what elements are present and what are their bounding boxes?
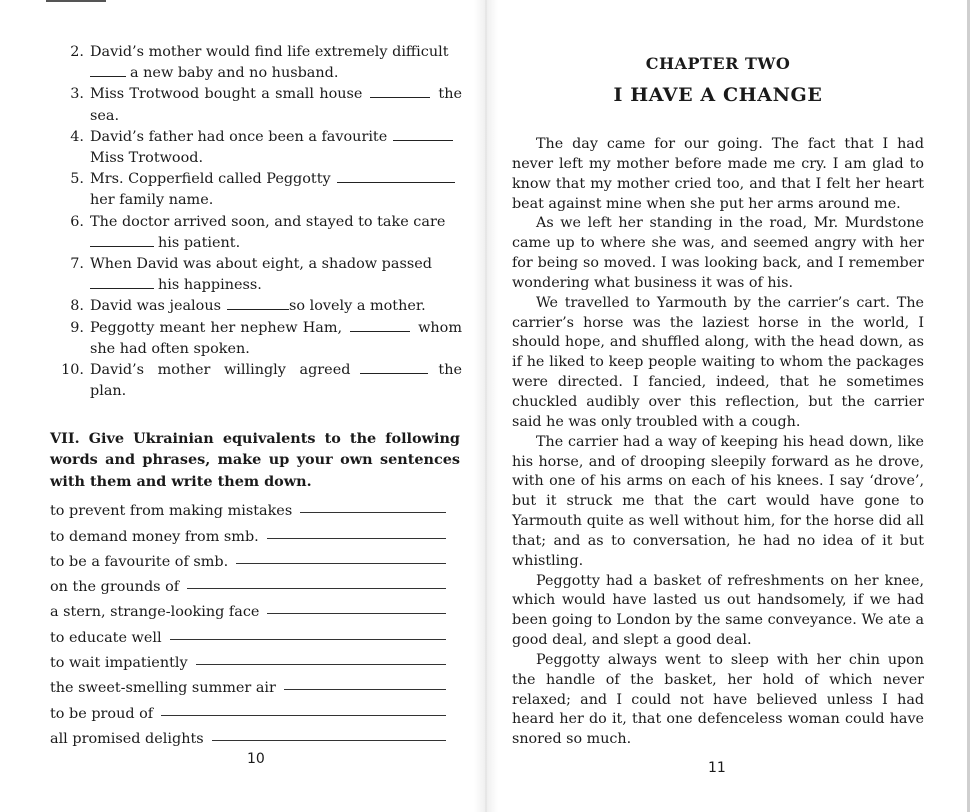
answer-line bbox=[284, 689, 446, 690]
item-text: David’s mother willingly agreed the plan. bbox=[90, 362, 462, 400]
phrase-text: to wait impatiently bbox=[50, 655, 188, 672]
answer-line bbox=[161, 715, 446, 716]
phrase-row bbox=[50, 519, 446, 544]
answer-blank bbox=[90, 234, 154, 247]
answer-line bbox=[267, 538, 446, 539]
phrase-row bbox=[50, 646, 446, 671]
item-number: 10. bbox=[61, 362, 84, 379]
answer-line bbox=[196, 664, 446, 665]
list-item bbox=[50, 296, 462, 317]
item-text: Mrs. Copperfield called Peggotty her family name. bbox=[90, 169, 462, 211]
phrase-text: a stern, strange-looking face bbox=[50, 604, 260, 621]
item-number: 8. bbox=[70, 298, 84, 315]
answer-line bbox=[236, 563, 446, 564]
answer-line bbox=[267, 613, 446, 614]
paragraph: As we left her standing in the road, Mr. Murdstone came up to where she was, and seemed angry with her for being so moved. I was looking back, and I remember wondering what business it was of his. bbox=[512, 215, 924, 291]
phrase-text: to be a favourite of smb. bbox=[50, 553, 229, 570]
phrase-row bbox=[50, 620, 446, 645]
item-text: David was jealous so lovely a mother. bbox=[90, 298, 426, 315]
chapter-body bbox=[512, 135, 924, 750]
item-number: 9. bbox=[70, 319, 84, 336]
fill-in-list bbox=[50, 42, 462, 402]
item-number: 6. bbox=[70, 213, 84, 230]
item-number: 5. bbox=[70, 171, 84, 188]
item-text: When David was about eight, a shadow passed his happiness. bbox=[90, 256, 432, 294]
paragraph: The day came for our going. The fact that I had never left my mother before made me cry. I am glad to know that my mother cried too, and that I felt her heart beat against mine when she put her arms around me. bbox=[512, 136, 924, 212]
phrase-row bbox=[50, 722, 446, 747]
list-item bbox=[50, 360, 462, 402]
paragraph: Peggotty always went to sleep with her chin upon the handle of the basket, her hold of which never relaxed; and I could not have believed unless I had heard her do it, that one defenceless woman could have snored so much. bbox=[512, 651, 924, 748]
book-gutter bbox=[474, 0, 498, 812]
answer-blank bbox=[337, 170, 455, 183]
list-item bbox=[50, 84, 462, 126]
item-number: 7. bbox=[70, 256, 84, 273]
list-item bbox=[50, 127, 462, 169]
page-number-right: 11 bbox=[708, 760, 726, 776]
phrase-row bbox=[50, 595, 446, 620]
phrase-text: all promised delights bbox=[50, 730, 204, 747]
phrase-row bbox=[50, 696, 446, 721]
paragraph: Peggotty had a basket of refreshments on her knee, which would have lasted us out handsomely, if we had been going to London by the same conveyance. We ate a good deal, and slept a good deal. bbox=[512, 572, 924, 649]
phrase-row bbox=[50, 494, 446, 519]
item-text: David’s mother would find life extremely difficult a new baby and no husband. bbox=[90, 44, 449, 82]
list-item bbox=[50, 169, 462, 211]
answer-blank bbox=[393, 128, 453, 141]
phrase-text: to demand money from smb. bbox=[50, 528, 259, 545]
item-number: 3. bbox=[70, 86, 84, 103]
list-item bbox=[50, 42, 462, 84]
item-number: 4. bbox=[70, 128, 84, 145]
exercise-heading: VII. Give Ukrainian equivalents to the following words and phrases, make up your own sentences with them and write them down. bbox=[50, 430, 460, 490]
answer-blank bbox=[360, 361, 428, 374]
list-item bbox=[50, 212, 462, 254]
phrase-text: to prevent from making mistakes bbox=[50, 503, 293, 520]
answer-line bbox=[187, 588, 446, 589]
answer-line bbox=[300, 512, 446, 513]
item-text: The doctor arrived soon, and stayed to take care his patient. bbox=[90, 213, 446, 251]
phrase-text: on the grounds of bbox=[50, 579, 180, 596]
chapter-title: I HAVE A CHANGE bbox=[613, 84, 823, 106]
phrase-text: to educate well bbox=[50, 629, 162, 646]
item-text: David’s father had once been a favourite Miss Trotwood. bbox=[90, 127, 462, 169]
phrase-text: the sweet-smelling summer air bbox=[50, 680, 276, 697]
page-number-left: 10 bbox=[247, 751, 265, 767]
phrase-row bbox=[50, 570, 446, 595]
answer-blank bbox=[370, 85, 430, 98]
item-number: 2. bbox=[70, 44, 84, 60]
answer-blank bbox=[227, 297, 289, 310]
answer-line bbox=[170, 639, 446, 640]
answer-blank bbox=[90, 276, 154, 289]
chapter-label: CHAPTER TWO bbox=[645, 54, 791, 73]
paragraph: The carrier had a way of keeping his head down, like his horse, and of drooping sleepily forward as he drove, with one of his arms on each of his knees. I say ‘drove’, but it struck me that the cart would have gone to Yarmouth quite as well without him, for the horse did all that; and as to conversation, he had no idea of it but whistling. bbox=[512, 433, 924, 569]
item-text: Miss Trotwood bought a small house the sea. bbox=[90, 86, 462, 124]
top-rule bbox=[46, 0, 106, 2]
phrase-list bbox=[50, 494, 446, 747]
answer-blank bbox=[90, 64, 126, 77]
item-text: Peggotty meant her nephew Ham, whom she had often spoken. bbox=[90, 319, 462, 357]
phrase-row bbox=[50, 671, 446, 696]
phrase-row bbox=[50, 545, 446, 570]
phrase-text: to be proud of bbox=[50, 705, 154, 722]
answer-blank bbox=[350, 319, 410, 332]
list-item bbox=[50, 318, 462, 360]
paragraph: We travelled to Yarmouth by the carrier’s cart. The carrier’s horse was the laziest horse in the world, I should hope, and shuffled along, with the head down, as if he liked to keep people waiting to whom the packages were directed. I fancied, indeed, that he sometimes chuckled audibly over this reflection, but the carrier said he was only troubled with a cough. bbox=[512, 294, 924, 430]
list-item bbox=[50, 254, 462, 296]
answer-line bbox=[212, 740, 446, 741]
